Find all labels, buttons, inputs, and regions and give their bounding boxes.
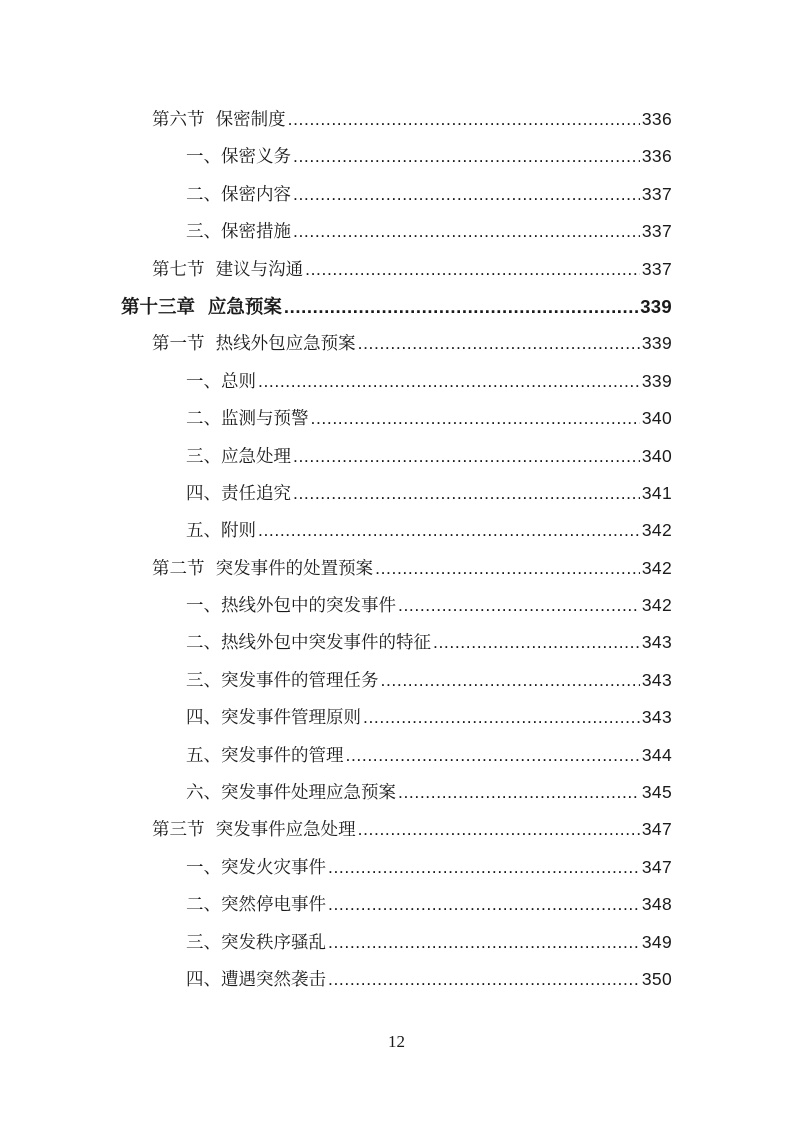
toc-entry-page: 347 — [641, 856, 672, 877]
toc-dot-leader — [258, 363, 640, 400]
toc-dot-leader — [358, 325, 640, 362]
toc-entry-title: 第七节 建议与沟通 — [152, 259, 304, 280]
toc-subsection-entry[interactable] — [0, 176, 793, 213]
toc-entry-page: 337 — [641, 183, 672, 204]
toc-subsection-entry[interactable] — [0, 849, 793, 886]
toc-subsection-entry[interactable] — [0, 400, 793, 437]
toc-entry-page: 342 — [641, 595, 672, 616]
toc-subsection-entry[interactable] — [0, 662, 793, 699]
toc-entry-title: 三、保密措施 — [186, 222, 291, 243]
toc-entry-page: 337 — [641, 221, 672, 242]
toc-dot-leader — [328, 924, 640, 961]
toc-dot-leader — [381, 662, 640, 699]
toc-subsection-entry[interactable] — [0, 587, 793, 624]
toc-dot-leader — [284, 288, 638, 325]
toc-dot-leader — [375, 550, 640, 587]
toc-dot-leader — [328, 961, 640, 998]
toc-dot-leader — [328, 849, 640, 886]
toc-section-entry[interactable] — [0, 811, 793, 848]
toc-subsection-entry[interactable] — [0, 438, 793, 475]
toc-entry-title: 二、保密内容 — [186, 184, 291, 205]
toc-entry-title: 四、责任追究 — [186, 483, 291, 504]
toc-entry-title: 三、突发秩序骚乱 — [186, 932, 326, 953]
toc-entry-title: 二、突然停电事件 — [186, 895, 326, 916]
toc-entry-page: 343 — [641, 632, 672, 653]
toc-entry-title: 第二节 突发事件的处置预案 — [152, 558, 374, 579]
toc-entry-page: 342 — [641, 557, 672, 578]
toc-dot-leader — [293, 138, 640, 175]
toc-entry-title: 三、突发事件的管理任务 — [186, 670, 379, 691]
page-number: 12 — [388, 1032, 405, 1051]
toc-entry-page: 336 — [641, 109, 672, 129]
toc-entry-page: 347 — [641, 819, 672, 840]
toc-section-entry[interactable] — [0, 101, 793, 138]
toc-subsection-entry[interactable] — [0, 213, 793, 250]
toc-chapter-entry[interactable] — [0, 288, 793, 325]
toc-subsection-entry[interactable] — [0, 886, 793, 923]
toc-dot-leader — [311, 400, 640, 437]
toc-entry-title: 五、附则 — [186, 521, 256, 542]
toc-entry-title: 一、热线外包中的突发事件 — [186, 596, 396, 617]
toc-entry-page: 343 — [641, 669, 672, 690]
toc-entry-page: 339 — [641, 333, 672, 354]
toc-entry-title: 三、应急处理 — [186, 446, 291, 467]
toc-dot-leader — [328, 886, 640, 923]
toc-entry-title: 第三节 突发事件应急处理 — [152, 820, 356, 841]
toc-entry-title: 二、热线外包中突发事件的特征 — [186, 633, 431, 654]
toc-dot-leader — [398, 587, 640, 624]
toc-entry-title: 一、总则 — [186, 371, 256, 392]
toc-dot-leader — [293, 176, 640, 213]
toc-dot-leader — [293, 438, 640, 475]
toc-subsection-entry[interactable] — [0, 475, 793, 512]
toc-entry-page: 343 — [641, 707, 672, 728]
toc-subsection-entry[interactable] — [0, 924, 793, 961]
toc-entry-title: 一、突发火灾事件 — [186, 857, 326, 878]
toc-entry-title: 第十三章 应急预案 — [121, 296, 282, 318]
toc-entry-page: 336 — [641, 146, 672, 167]
toc-subsection-entry[interactable] — [0, 961, 793, 998]
toc-entry-page: 345 — [641, 782, 672, 803]
toc-entry-title: 六、突发事件处理应急预案 — [186, 783, 396, 804]
toc-section-entry[interactable] — [0, 550, 793, 587]
toc-entry-title: 一、保密义务 — [186, 147, 291, 168]
toc-entry-page: 350 — [641, 968, 672, 989]
toc-dot-leader — [398, 774, 640, 811]
toc-entry-title: 二、监测与预警 — [186, 409, 309, 430]
toc-entry-page: 339 — [640, 295, 672, 317]
toc-entry-title: 第六节 保密制度 — [152, 110, 286, 130]
toc-subsection-entry[interactable] — [0, 512, 793, 549]
toc-section-entry[interactable] — [0, 325, 793, 362]
toc-entry-page: 340 — [641, 445, 672, 466]
toc-dot-leader — [363, 699, 640, 736]
toc-dot-leader — [258, 512, 640, 549]
toc-entry-title: 第一节 热线外包应急预案 — [152, 334, 356, 355]
toc-dot-leader — [358, 811, 640, 848]
toc-entry-page: 339 — [641, 370, 672, 391]
toc-entry-title: 四、遭遇突然袭击 — [186, 969, 326, 990]
toc-dot-leader — [433, 624, 640, 661]
toc-section-entry[interactable] — [0, 251, 793, 288]
toc-entry-page: 341 — [641, 482, 672, 503]
toc-dot-leader — [305, 251, 640, 288]
toc-dot-leader — [346, 737, 640, 774]
toc-entry-page: 348 — [641, 894, 672, 915]
toc-entry-page: 349 — [641, 931, 672, 952]
toc-subsection-entry[interactable] — [0, 774, 793, 811]
toc-dot-leader — [293, 213, 640, 250]
toc-subsection-entry[interactable] — [0, 363, 793, 400]
toc-entry-page: 337 — [641, 258, 672, 279]
toc-dot-leader — [293, 475, 640, 512]
toc-subsection-entry[interactable] — [0, 699, 793, 736]
toc-dot-leader — [288, 101, 640, 138]
toc-subsection-entry[interactable] — [0, 138, 793, 175]
toc-entry-title: 五、突发事件的管理 — [186, 745, 344, 766]
toc-entry-title: 四、突发事件管理原则 — [186, 708, 361, 729]
toc-subsection-entry[interactable] — [0, 737, 793, 774]
toc-entry-page: 340 — [641, 408, 672, 429]
table-of-contents — [0, 101, 793, 998]
toc-entry-page: 342 — [641, 520, 672, 541]
toc-subsection-entry[interactable] — [0, 624, 793, 661]
toc-entry-page: 344 — [641, 744, 672, 765]
